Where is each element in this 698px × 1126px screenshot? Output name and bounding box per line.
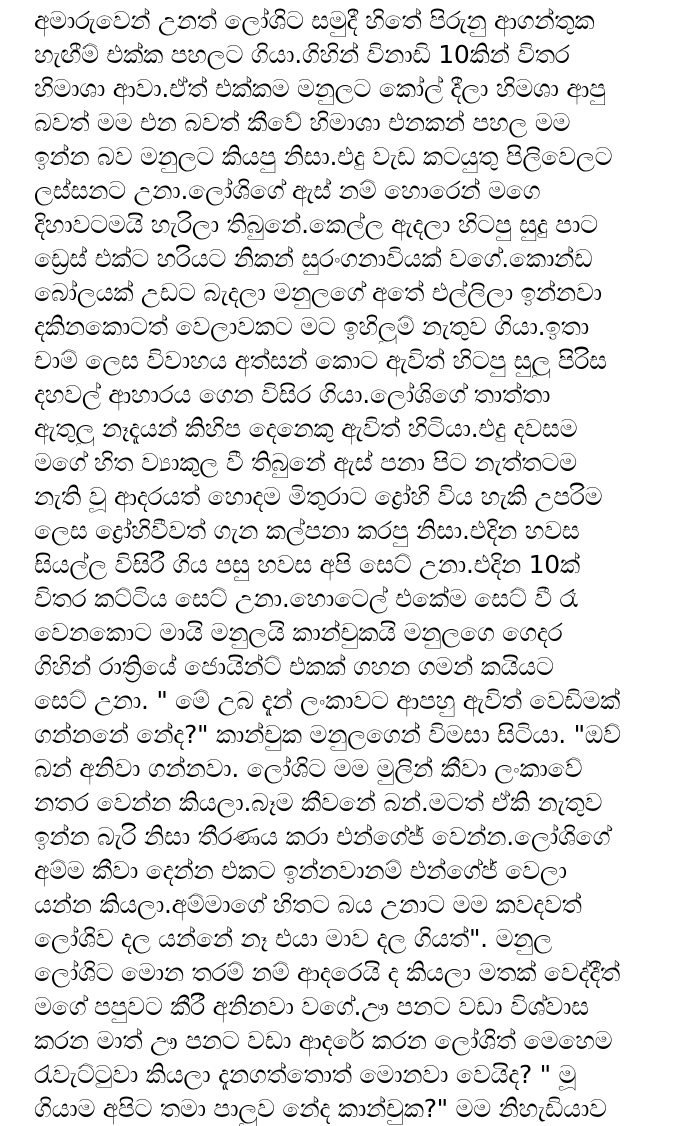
text-line: චාම් ලෙස විවාහය අත්සන් කොට ඇවිත් හිටපු සුලු පිරිස: [34, 346, 607, 375]
text-line: විතර කට්ටිය සෙට් උනා.හොටෙල් එකේම සෙට් වී රෑ: [34, 584, 578, 613]
text-line: අමාරුවෙන් උනත් ලෝශිට සමුදී හිතේ පිරුනු ආගන්තුක: [34, 6, 595, 35]
text-line: ලස්සනට උනා.ලෝශිගේ ඇස් නම් හොරෙන් මගෙ: [34, 176, 541, 205]
text-line: හැඟීම් එක්ක පහලට ගියා.ගිහින් විනාඩි 10කින් විතර: [34, 40, 570, 69]
text-line: හිමාශා ආවා.ඒත් එක්කම මනුලට කෝල් දීලා හිමශා ආපු: [34, 74, 606, 103]
text-line: රැවැට්ටුවා කියලා දැනගත්තොත් මොනවා වෙයිද? " මූ: [34, 1060, 577, 1089]
text-line: නතර වෙන්න කියලා.බෑම කීවනේ බන්.මටත් ඒකි නැතුව: [34, 788, 603, 817]
text-line: මගේ පපුවට කීරී අනිනවා වගේ.ඌ පනට වඩා විශ්වාස: [34, 992, 589, 1021]
text-line: ගන්නනේ නේද?" කාන්චුක මනුලගෙන් විමසා සිටියා. "ඔව්: [34, 720, 621, 749]
text-line: ගිහින් රාත්‍රියේ ජොයින්ට් එකක් ගහන ගමන් කයියට: [34, 652, 554, 681]
text-line: දකිනකොටත් වෙලාවකට මට ඉහිලුම් නැතුව ගියා.ඉතා: [34, 312, 589, 341]
text-line: ලෙස ද්‍රෝහිවීවත් ගැන කල්පනා කරපු නිසා.එදින හවස: [34, 516, 580, 545]
text-line: නැති වූ ආදරයත් හොදම මිතුරාට ද්‍රෝහි විය හැකි උපරිම: [34, 482, 603, 511]
text-line: සෙට් උනා. " මේ උබ දැන් ලංකාවට ආපහු ඇවිත් වෙඩිමක්: [34, 686, 621, 715]
text-line: වෙනකොට මායි මනුලයි කාන්චුකයි මනුලගෙ ගෙදර: [34, 618, 563, 647]
text-line: බන් අනිවා ගන්නවා. ලෝශිට මම මුලින් කීවා ලංකාවේ: [34, 754, 583, 783]
text-line: ඉන්න බැරි නිසා තීරණය කරා එන්ගේජ් වෙන්න.ලෝශිගේ: [34, 822, 611, 851]
text-line: ඩ්‍රෙස් එක්ට හරියට නිකන් සුරංගනාවියක් වගේ.කොන්ඩ: [34, 244, 593, 273]
text-line: ලෝශිට මොන තරම් නම් ආදරෙයි ද කියලා මතක් වෙද්දීත්: [34, 958, 621, 987]
story-text: [34, 4, 690, 1126]
text-line: කරන මාත් ඌ පනට වඩා ආදරේ කරන ලෝශිත් මෙහෙම: [34, 1026, 613, 1055]
text-line: යන්න කියලා.අම්මාගේ හිතට බය උනාට මම කවදවත්: [34, 890, 582, 919]
text-line: බෝලයක් උඩට බැදලා මනුලගේ අතේ එල්ලිලා ඉන්නවා: [34, 278, 602, 307]
text-line: දහවල් ආහාරය ගෙන විසිර ගියා.ලෝශිගේ තාත්තා: [34, 380, 551, 409]
text-line: අම්ම කීවා දෙන්න එකට ඉන්නවානම් එන්ගේජ් වෙලා: [34, 856, 567, 885]
text-line: දිහාවටමයි හැරිලා තිබුනේ.කෙල්ල ඇදලා හිටපු සුදු පාට: [34, 210, 598, 239]
text-line: සියල්ල විසිරී ගිය පසු හවස අපි සෙට් උනා.එදින 10ක්: [34, 550, 580, 579]
text-line: ඉන්න බව මනුලට කියපු නිසා.එදු වැඩ කටයුතු පිලිවෙලට: [34, 142, 613, 171]
text-line: මගේ හිත ව්‍යාකුල වී තිබුනේ ඇස් පනා පිට නැත්තටම: [34, 448, 577, 477]
text-line: ඇතුලු නෑදැයන් කිහිප දෙනෙකු ඇවිත් හිටියා.එදු දවසම: [34, 414, 578, 443]
text-line: බවත් මම එන බවත් කීවේ හිමාශා එනකන් පහල මම: [34, 108, 571, 137]
text-line: ලෝශිව දල යන්නේ නෑ එයා මාව දල ගියත්". මනුල: [34, 924, 552, 953]
text-line: ගියාම අපිට තමා පාලුව නේද කාන්චුක?" මම නිහැඩියාව: [34, 1094, 607, 1123]
